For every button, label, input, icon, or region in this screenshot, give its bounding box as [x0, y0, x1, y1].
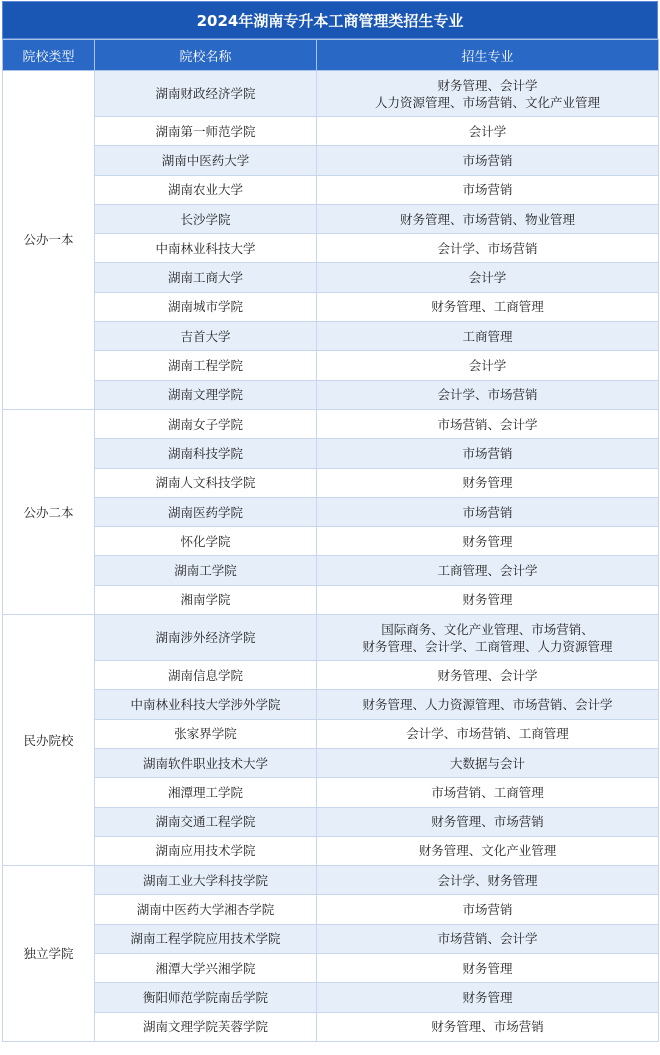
- major-line: 工商管理、会计学: [437, 563, 538, 579]
- school-name-cell: 湖南文理学院: [95, 380, 317, 409]
- table-row: [3, 204, 659, 233]
- majors-cell: [317, 409, 659, 438]
- school-name-cell: 湖南交通工程学院: [95, 807, 317, 836]
- school-name-cell: 湖南女子学院: [95, 409, 317, 438]
- header-row: [3, 40, 659, 71]
- major-line: 财务管理: [462, 533, 513, 549]
- majors-cell: [317, 807, 659, 836]
- majors-cell: [317, 175, 659, 204]
- major-line: 会计学、市场营销、工商管理: [406, 726, 569, 742]
- majors-cell: [317, 556, 659, 585]
- table-row: [3, 117, 659, 146]
- school-name-cell: 湖南人文科技学院: [95, 468, 317, 497]
- majors-cell: [317, 690, 659, 719]
- majors-cell: [317, 661, 659, 690]
- majors-cell: [317, 292, 659, 321]
- table-row: [3, 924, 659, 953]
- majors-cell: [317, 585, 659, 614]
- school-name-cell: 湘潭理工学院: [95, 778, 317, 807]
- table-row: [3, 146, 659, 175]
- table-row: [3, 836, 659, 865]
- table-row: [3, 983, 659, 1012]
- table-row: [3, 615, 659, 661]
- major-line: 市场营销: [462, 182, 513, 198]
- school-name-cell: 湖南信息学院: [95, 661, 317, 690]
- enrollment-table-container: [2, 1, 658, 1042]
- header-school-type: 院校类型: [3, 40, 95, 71]
- school-name-cell: 湖南财政经济学院: [95, 71, 317, 117]
- table-row: [3, 409, 659, 438]
- majors-cell: [317, 322, 659, 351]
- majors-cell: [317, 497, 659, 526]
- table-row: [3, 778, 659, 807]
- table-row: [3, 690, 659, 719]
- table-row: [3, 719, 659, 748]
- school-name-cell: 湘南学院: [95, 585, 317, 614]
- table-row: [3, 866, 659, 895]
- majors-cell: [317, 234, 659, 263]
- majors-cell: [317, 866, 659, 895]
- major-line: 财务管理、市场营销: [431, 1019, 544, 1035]
- table-row: [3, 748, 659, 777]
- school-name-cell: 湖南软件职业技术大学: [95, 748, 317, 777]
- table-row: [3, 954, 659, 983]
- school-name-cell: 怀化学院: [95, 527, 317, 556]
- table-row: [3, 234, 659, 263]
- table-body: [3, 71, 659, 1042]
- major-line: 财务管理、人力资源管理、市场营销、会计学: [362, 696, 613, 712]
- header-school-name: 院校名称: [95, 40, 317, 71]
- major-line: 国际商务、文化产业管理、市场营销、: [381, 621, 594, 637]
- school-type-cell: 公办一本: [3, 71, 95, 410]
- major-line: 会计学、财务管理: [437, 872, 538, 888]
- majors-cell: [317, 527, 659, 556]
- table-row: [3, 895, 659, 924]
- school-name-cell: 湖南工商大学: [95, 263, 317, 292]
- majors-cell: [317, 954, 659, 983]
- table-row: [3, 585, 659, 614]
- major-line: 会计学: [468, 123, 507, 139]
- majors-cell: [317, 146, 659, 175]
- major-line: 会计学、市场营销: [437, 240, 538, 256]
- majors-cell: [317, 380, 659, 409]
- major-line: 工商管理: [462, 328, 513, 344]
- majors-cell: [317, 895, 659, 924]
- majors-cell: [317, 263, 659, 292]
- major-line: 市场营销、工商管理: [431, 784, 544, 800]
- school-name-cell: 湖南第一师范学院: [95, 117, 317, 146]
- majors-cell: [317, 1012, 659, 1041]
- major-line: 财务管理、市场营销: [431, 814, 544, 830]
- table-row: [3, 497, 659, 526]
- major-line: 会计学、市场营销: [437, 387, 538, 403]
- major-line: 财务管理: [462, 989, 513, 1005]
- table-header: [3, 40, 659, 71]
- table-row: [3, 1012, 659, 1041]
- major-line: 财务管理、文化产业管理: [418, 843, 557, 859]
- majors-cell: [317, 983, 659, 1012]
- major-line: 会计学: [468, 270, 507, 286]
- table-row: [3, 322, 659, 351]
- major-line: 财务管理、会计学: [437, 77, 538, 93]
- majors-cell: [317, 924, 659, 953]
- major-line: 大数据与会计: [449, 755, 525, 771]
- major-line: 财务管理: [462, 592, 513, 608]
- school-name-cell: 湖南文理学院芙蓉学院: [95, 1012, 317, 1041]
- school-name-cell: 湖南农业大学: [95, 175, 317, 204]
- table-row: [3, 351, 659, 380]
- school-name-cell: 中南林业科技大学涉外学院: [95, 690, 317, 719]
- table-row: [3, 71, 659, 117]
- school-name-cell: 湖南工程学院应用技术学院: [95, 924, 317, 953]
- major-line: 市场营销、会计学: [437, 931, 538, 947]
- table-row: [3, 439, 659, 468]
- table-row: [3, 263, 659, 292]
- majors-cell: [317, 468, 659, 497]
- school-name-cell: 湖南工程学院: [95, 351, 317, 380]
- major-line: 会计学: [468, 358, 507, 374]
- enrollment-table: [2, 39, 659, 1042]
- school-name-cell: 湖南涉外经济学院: [95, 615, 317, 661]
- school-name-cell: 张家界学院: [95, 719, 317, 748]
- table-row: [3, 292, 659, 321]
- school-name-cell: 中南林业科技大学: [95, 234, 317, 263]
- majors-cell: [317, 117, 659, 146]
- school-name-cell: 湖南应用技术学院: [95, 836, 317, 865]
- table-title: 2024年湖南专升本工商管理类招生专业: [2, 1, 658, 39]
- school-name-cell: 湖南工学院: [95, 556, 317, 585]
- majors-cell: [317, 204, 659, 233]
- table-row: [3, 527, 659, 556]
- majors-cell: [317, 615, 659, 661]
- major-line: 财务管理、会计学、工商管理、人力资源管理: [362, 638, 613, 654]
- major-line: 人力资源管理、市场营销、文化产业管理: [374, 94, 600, 110]
- table-row: [3, 807, 659, 836]
- majors-cell: [317, 71, 659, 117]
- school-name-cell: 湖南医药学院: [95, 497, 317, 526]
- school-name-cell: 湘潭大学兴湘学院: [95, 954, 317, 983]
- school-name-cell: 湖南科技学院: [95, 439, 317, 468]
- major-line: 财务管理、工商管理: [431, 299, 544, 315]
- major-line: 市场营销: [462, 445, 513, 461]
- majors-cell: [317, 836, 659, 865]
- major-line: 市场营销: [462, 152, 513, 168]
- school-name-cell: 湖南中医药大学湘杏学院: [95, 895, 317, 924]
- school-type-cell: 独立学院: [3, 866, 95, 1042]
- table-row: [3, 175, 659, 204]
- school-type-cell: 民办院校: [3, 615, 95, 866]
- major-line: 财务管理: [462, 475, 513, 491]
- major-line: 财务管理、会计学: [437, 667, 538, 683]
- major-line: 市场营销: [462, 902, 513, 918]
- table-row: [3, 380, 659, 409]
- majors-cell: [317, 748, 659, 777]
- majors-cell: [317, 439, 659, 468]
- table-row: [3, 468, 659, 497]
- school-type-cell: 公办二本: [3, 409, 95, 614]
- major-line: 财务管理: [462, 960, 513, 976]
- major-line: 市场营销、会计学: [437, 416, 538, 432]
- majors-cell: [317, 778, 659, 807]
- major-line: 市场营销: [462, 504, 513, 520]
- school-name-cell: 衡阳师范学院南岳学院: [95, 983, 317, 1012]
- table-row: [3, 661, 659, 690]
- school-name-cell: 吉首大学: [95, 322, 317, 351]
- major-line: 财务管理、市场营销、物业管理: [399, 211, 575, 227]
- majors-cell: [317, 351, 659, 380]
- majors-cell: [317, 719, 659, 748]
- school-name-cell: 湖南城市学院: [95, 292, 317, 321]
- header-majors: 招生专业: [317, 40, 659, 71]
- school-name-cell: 湖南工业大学科技学院: [95, 866, 317, 895]
- school-name-cell: 长沙学院: [95, 204, 317, 233]
- school-name-cell: 湖南中医药大学: [95, 146, 317, 175]
- table-row: [3, 556, 659, 585]
